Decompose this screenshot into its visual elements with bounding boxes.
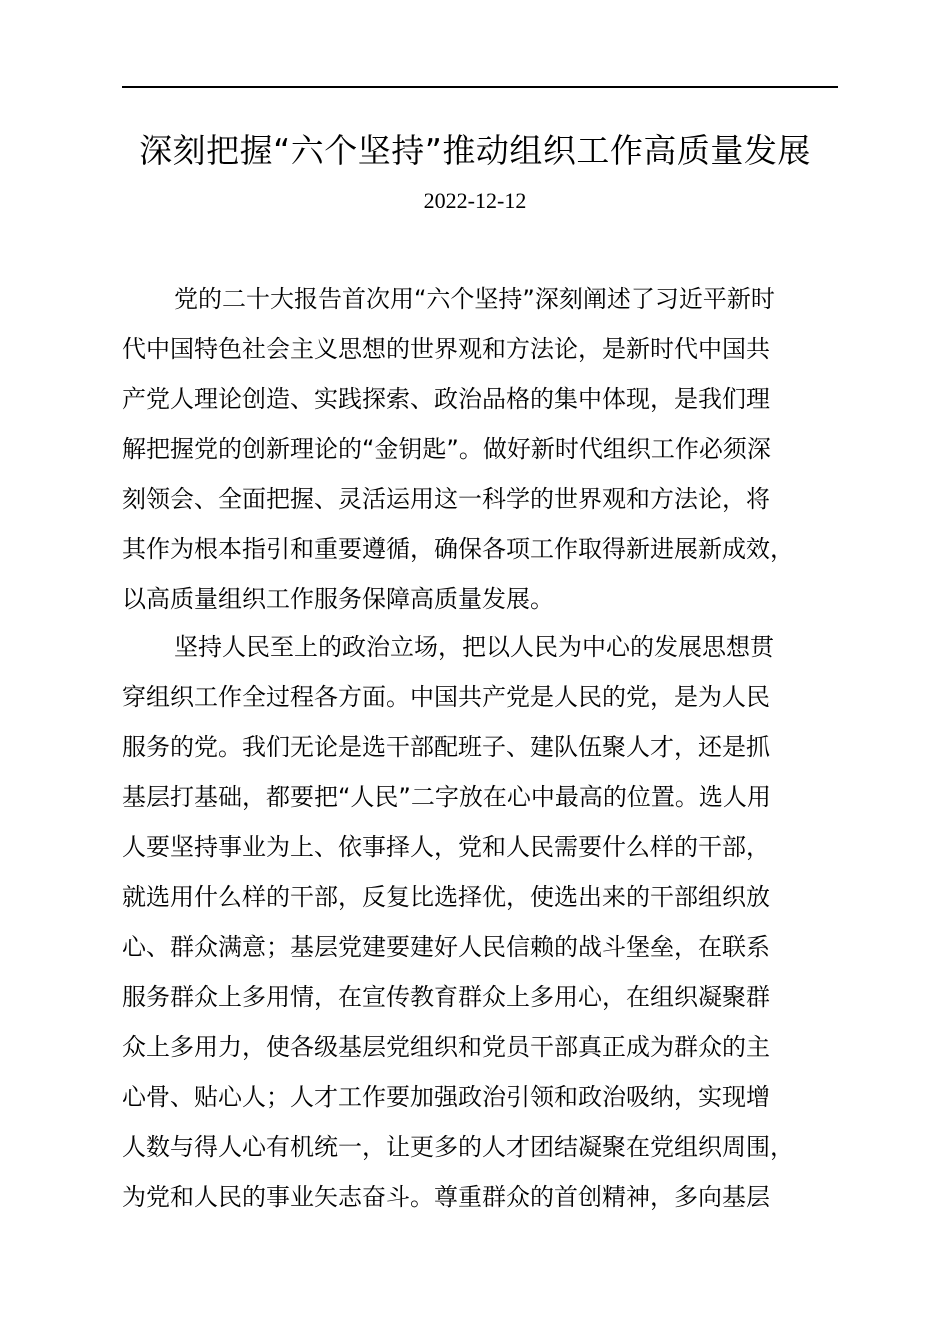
paragraph-2-line: 人要坚持事业为上、依事择人，党和人民需要什么样的干部， — [122, 833, 770, 861]
paragraph-1-line: 解把握党的创新理论的“金钥匙”。做好新时代组织工作必须深 — [122, 435, 771, 463]
paragraph-2-line: 为党和人民的事业矢志奋斗。尊重群众的首创精神，多向基层 — [122, 1183, 770, 1211]
paragraph-2-line: 众上多用力，使各级基层党组织和党员干部真正成为群众的主 — [122, 1033, 770, 1061]
paragraph-2-line: 坚持人民至上的政治立场，把以人民为中心的发展思想贯 — [174, 633, 774, 661]
paragraph-2-line: 基层打基础，都要把“人民”二字放在心中最高的位置。选人用 — [122, 783, 771, 811]
header-rule — [122, 86, 838, 88]
paragraph-1-line: 代中国特色社会主义思想的世界观和方法论，是新时代中国共 — [122, 335, 770, 363]
paragraph-2-line: 人数与得人心有机统一，让更多的人才团结凝聚在党组织周围， — [122, 1133, 794, 1161]
paragraph-2-line: 就选用什么样的干部，反复比选择优，使选出来的干部组织放 — [122, 883, 770, 911]
paragraph-1-line: 产党人理论创造、实践探索、政治品格的集中体现，是我们理 — [122, 385, 770, 413]
paragraph-1-line: 其作为根本指引和重要遵循，确保各项工作取得新进展新成效， — [122, 535, 794, 563]
paragraph-2-line: 穿组织工作全过程各方面。中国共产党是人民的党，是为人民 — [122, 683, 770, 711]
paragraph-1-line: 以高质量组织工作服务保障高质量发展。 — [122, 585, 554, 613]
paragraph-1-line: 刻领会、全面把握、灵活运用这一科学的世界观和方法论，将 — [122, 485, 770, 513]
paragraph-1-line: 党的二十大报告首次用“六个坚持”深刻阐述了习近平新时 — [174, 285, 775, 313]
paragraph-2-line: 服务的党。我们无论是选干部配班子、建队伍聚人才，还是抓 — [122, 733, 770, 761]
paragraph-2-line: 心骨、贴心人；人才工作要加强政治引领和政治吸纳，实现增 — [122, 1083, 770, 1111]
document-title: 深刻把握“六个坚持”推动组织工作高质量发展 — [139, 131, 811, 170]
paragraph-2-line: 心、群众满意；基层党建要建好人民信赖的战斗堡垒，在联系 — [122, 933, 770, 961]
document-date: 2022-12-12 — [423, 188, 527, 213]
paragraph-2-line: 服务群众上多用情，在宣传教育群众上多用心，在组织凝聚群 — [122, 983, 770, 1011]
